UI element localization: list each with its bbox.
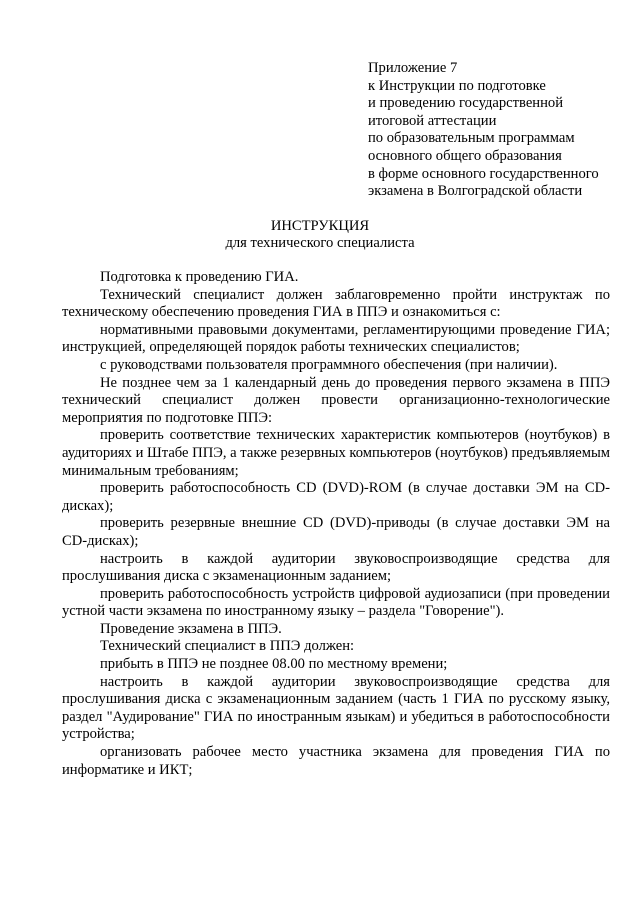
- document-title: ИНСТРУКЦИЯ: [270, 218, 370, 234]
- paragraph: Не позднее чем за 1 календарный день до проведения первого экзамена в ППЭ технический специалист должен провести организационно-технологические мероприятия по подготовке ППЭ:: [62, 374, 610, 426]
- appendix-block: [368, 60, 628, 201]
- paragraph: проверить соответствие технических характеристик компьютеров (ноутбуков) в аудиториях и Штабе ППЭ, а также резервных компьютеров (ноутбуков) предъявляемым минимальным требованиям;: [62, 427, 610, 479]
- paragraph: Подготовка к проведению ГИА.: [100, 269, 299, 285]
- appendix-line: итоговой аттестации: [368, 112, 497, 129]
- paragraph: организовать рабочее место участника экзамена для проведения ГИА по информатике и ИКТ;: [62, 744, 610, 778]
- paragraph: настроить в каждой аудитории звуковоспроизводящие средства для прослушивания диска с экзаменационным заданием;: [62, 550, 610, 585]
- paragraph: настроить в каждой аудитории звуковоспроизводящие средства для прослушивания диска с экзаменационным заданием (часть 1 ГИА по русскому языку, раздел "Аудирование" ГИА по иностранным языкам) и убедиться в работоспособности устройства;: [62, 673, 610, 743]
- paragraph: проверить резервные внешние CD (DVD)-приводы (в случае доставки ЭМ на CD-дисках);: [62, 515, 610, 549]
- appendix-line: Приложение 7: [368, 60, 458, 76]
- document-subtitle: для технического специалиста: [225, 235, 415, 251]
- paragraph: Проведение экзамена в ППЭ.: [100, 620, 282, 637]
- paragraph: Технический специалист в ППЭ должен:: [100, 638, 355, 655]
- appendix-line: в форме основного государственного: [368, 165, 599, 182]
- paragraph: с руководствами пользователя программного обеспечения (при наличии).: [100, 356, 558, 373]
- appendix-line: к Инструкции по подготовке: [368, 77, 546, 94]
- appendix-line: и проведению государственной: [368, 95, 564, 112]
- paragraph: проверить работоспособность CD (DVD)-ROM (в случае доставки ЭМ на CD-дисках);: [62, 480, 610, 514]
- appendix-line: экзамена в Волгоградской области: [368, 183, 583, 200]
- paragraph: Технический специалист должен заблаговременно пройти инструктаж по техническому обеспечению проведения ГИА в ППЭ и ознакомиться с:: [62, 286, 610, 321]
- appendix-line: основного общего образования: [368, 147, 562, 164]
- paragraph: нормативными правовыми документами, регламентирующими проведение ГИА; инструкцией, определяющей порядок работы технических специалистов;: [62, 321, 610, 356]
- paragraph: проверить работоспособность устройств цифровой аудиозаписи (при проведении устной части экзамена по иностранному языку – раздела "Говорение").: [62, 585, 610, 620]
- appendix-line: по образовательным программам: [368, 130, 575, 147]
- document-body: [62, 269, 610, 779]
- paragraph: прибыть в ППЭ не позднее 08.00 по местному времени;: [100, 656, 448, 673]
